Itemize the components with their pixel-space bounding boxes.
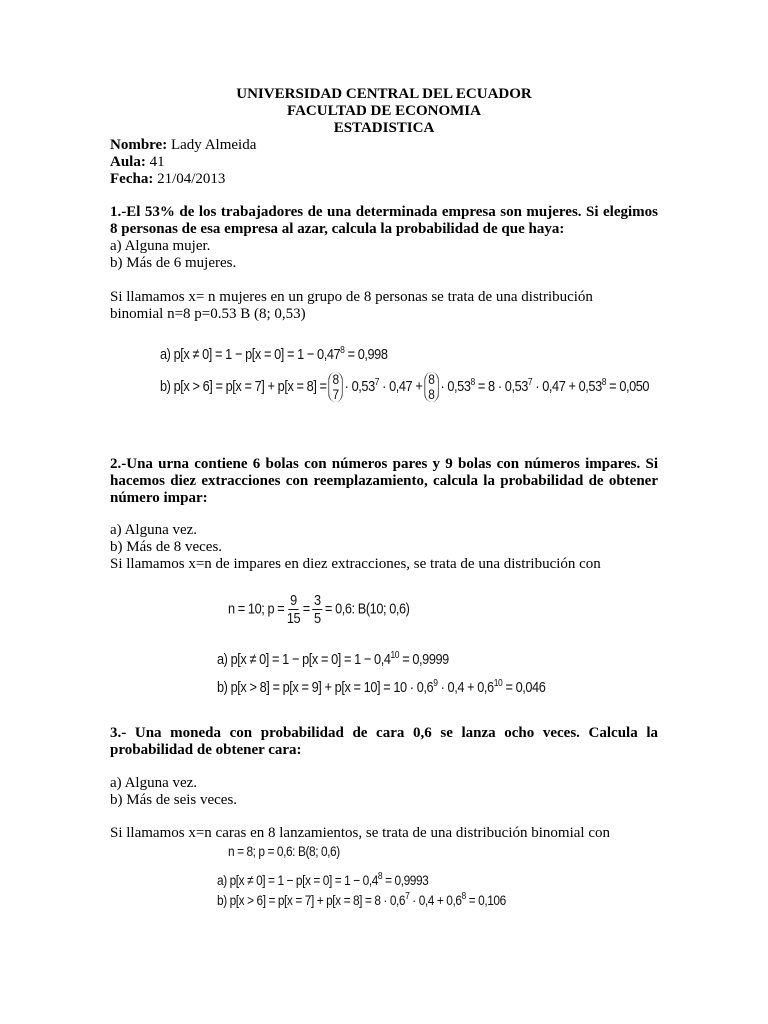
eq-text: · 0,53 bbox=[440, 377, 471, 395]
question-1-equation-a bbox=[160, 346, 388, 363]
eq-exponent: 10 bbox=[390, 650, 400, 661]
question-1-answer bbox=[110, 289, 658, 323]
room-value: 41 bbox=[149, 154, 165, 170]
question-3-answer-block bbox=[110, 825, 658, 842]
fraction bbox=[312, 592, 322, 627]
fraction-denominator: 15 bbox=[286, 610, 301, 627]
eq-text: = 8 · 0,53 bbox=[474, 377, 528, 395]
question-1-answer-line-1: Si llamamos x= n mujeres en un grupo de 8 personas se trata de una distribución bbox=[110, 289, 593, 305]
eq-text: = 0,9999 bbox=[399, 651, 449, 668]
eq-text: = 0,050 bbox=[606, 377, 650, 395]
eq-exponent: 8 bbox=[377, 871, 383, 882]
eq-text: a) p[x ≠ 0] = 1 − p[x = 0] = 1 − 0,4 bbox=[217, 872, 378, 888]
question-2-part-b: b) Más de 8 veces. bbox=[110, 539, 223, 555]
eq-text: a) p[x ≠ 0] = 1 − p[x = 0] = 1 − 0,4 bbox=[217, 651, 391, 668]
question-2-parameters bbox=[228, 592, 409, 627]
binomial-coefficient bbox=[328, 372, 343, 402]
name-row bbox=[110, 137, 256, 154]
eq-text: · 0,4 + 0,6 bbox=[437, 679, 494, 696]
question-3 bbox=[110, 725, 658, 759]
eq-text: · 0,4 + 0,6 bbox=[409, 892, 462, 908]
eq-text: = 0,106 bbox=[465, 892, 506, 908]
document-header bbox=[0, 86, 768, 137]
fraction bbox=[287, 592, 300, 627]
question-2-statement: 2.-Una urna contiene 6 bolas con números pares y 9 bolas con números impares. Si hacemos diez extracciones con reemplazamiento, calcula la probabilidad de obtener número impar: bbox=[110, 456, 658, 506]
binom-top: 8 bbox=[428, 371, 435, 387]
room-label: Aula: bbox=[110, 154, 146, 170]
eq-text: a) p[x ≠ 0] = 1 − p[x = 0] = 1 − 0,47 bbox=[160, 346, 341, 363]
date-value: 21/04/2013 bbox=[157, 171, 226, 187]
eq-text: = 0,6: B(10; 0,6) bbox=[324, 600, 410, 618]
eq-exponent: 8 bbox=[340, 345, 345, 356]
binomial-coefficient bbox=[424, 372, 439, 402]
question-2-equation-a bbox=[217, 651, 449, 668]
eq-exponent: 7 bbox=[374, 376, 380, 388]
binom-top: 8 bbox=[332, 371, 339, 387]
question-3-part-a: a) Alguna vez. bbox=[110, 775, 198, 791]
binom-bottom: 8 bbox=[428, 386, 435, 402]
fraction-numerator: 9 bbox=[290, 592, 297, 609]
fraction-numerator: 3 bbox=[314, 592, 321, 609]
eq-text: b) p[x > 8] = p[x = 9] + p[x = 10] = 10 · 0,6 bbox=[217, 679, 434, 696]
question-3-equation-a bbox=[217, 872, 428, 888]
name-label: Nombre: bbox=[110, 137, 168, 153]
eq-exponent: 9 bbox=[433, 678, 438, 689]
faculty-title: FACULTAD DE ECONOMIA bbox=[287, 103, 481, 119]
eq-text: = bbox=[302, 600, 310, 618]
date-label: Fecha: bbox=[110, 171, 154, 187]
eq-text: b) p[x > 6] = p[x = 7] + p[x = 8] = bbox=[160, 377, 327, 395]
question-2-equation-b bbox=[217, 679, 545, 696]
question-2 bbox=[110, 456, 658, 507]
question-3-parts bbox=[110, 775, 658, 809]
eq-exponent: 8 bbox=[601, 376, 607, 388]
question-1-statement: 1.-El 53% de los trabajadores de una determinada empresa son mujeres. Si elegimos 8 personas de esa empresa al azar, calcula la probabilidad de que haya: bbox=[110, 204, 658, 237]
subject-title: ESTADISTICA bbox=[333, 120, 435, 136]
question-3-equation-b bbox=[217, 892, 506, 908]
eq-text: = 0,998 bbox=[344, 346, 388, 363]
name-value: Lady Almeida bbox=[170, 137, 257, 153]
eq-exponent: 7 bbox=[405, 891, 410, 902]
room-row bbox=[110, 154, 256, 171]
eq-text: n = 10; p = bbox=[228, 600, 285, 618]
eq-text: b) p[x > 6] = p[x = 7] + p[x = 8] = 8 · 0,6 bbox=[217, 892, 406, 908]
eq-text: = 0,9993 bbox=[382, 872, 429, 888]
fraction-denominator: 5 bbox=[314, 610, 321, 627]
question-3-part-b: b) Más de seis veces. bbox=[110, 792, 238, 808]
eq-exponent: 8 bbox=[470, 376, 475, 388]
eq-exponent: 10 bbox=[493, 678, 503, 689]
question-1-part-b: b) Más de 6 mujeres. bbox=[110, 255, 237, 271]
question-1-answer-line-2: binomial n=8 p=0.53 B (8; 0,53) bbox=[110, 306, 306, 322]
question-2-part-a: a) Alguna vez. bbox=[110, 522, 198, 538]
question-1-equation-b bbox=[160, 372, 649, 402]
eq-exponent: 8 bbox=[461, 891, 466, 902]
eq-text: = 0,046 bbox=[502, 679, 546, 696]
question-1-part-a: a) Alguna mujer. bbox=[110, 238, 211, 254]
student-info bbox=[110, 137, 256, 188]
eq-exponent: 7 bbox=[527, 376, 533, 388]
eq-text: · 0,47 + bbox=[379, 377, 423, 395]
question-2-answer: Si llamamos x=n de impares en diez extracciones, se trata de una distribución con bbox=[110, 556, 601, 572]
date-row bbox=[110, 171, 256, 188]
question-3-parameters: n = 8; p = 0,6: B(8; 0,6) bbox=[228, 843, 340, 859]
question-1 bbox=[110, 204, 658, 272]
question-2-parts bbox=[110, 522, 658, 573]
question-3-statement: 3.- Una moneda con probabilidad de cara 0,6 se lanza ocho veces. Calcula la probabilidad de obtener cara: bbox=[110, 725, 658, 758]
question-3-answer: Si llamamos x=n caras en 8 lanzamientos, se trata de una distribución binomial con bbox=[110, 825, 610, 841]
eq-text: · 0,53 bbox=[344, 377, 375, 395]
university-title: UNIVERSIDAD CENTRAL DEL ECUADOR bbox=[236, 86, 532, 102]
binom-bottom: 7 bbox=[332, 386, 339, 402]
eq-text: · 0,47 + 0,53 bbox=[532, 377, 602, 395]
